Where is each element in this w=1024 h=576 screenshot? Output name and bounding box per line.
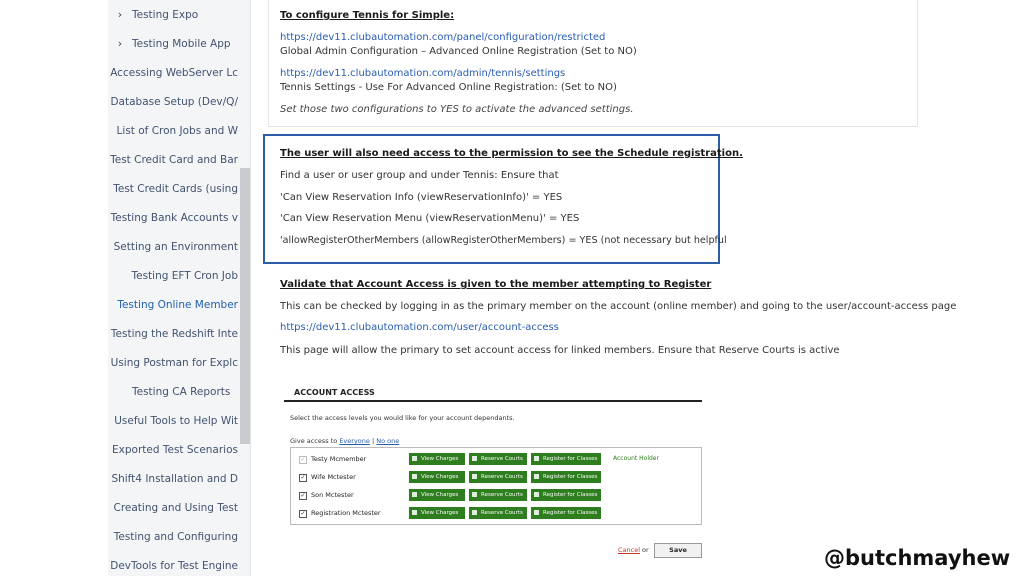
member-checkbox[interactable]: ✓ (300, 510, 306, 517)
sidebar-item[interactable]: Useful Tools to Help Wit (114, 414, 238, 427)
account-access-subtitle: Select the access levels you would like for your account dependants. (290, 414, 515, 422)
validate-heading: Validate that Account Access is given to the member attempting to Register (280, 279, 712, 290)
view-charges-toggle[interactable]: View Charges (409, 489, 465, 501)
sidebar-item[interactable]: Test Credit Cards (using (113, 182, 238, 195)
sidebar-item[interactable]: Testing CA Reports (132, 385, 231, 398)
chevron-right-icon[interactable]: › (117, 37, 123, 50)
reserve-courts-toggle[interactable]: Reserve Courts (469, 453, 527, 465)
view-charges-toggle[interactable]: View Charges (409, 507, 465, 519)
register-classes-toggle[interactable]: Register for Classes (531, 507, 601, 519)
or-text: or (642, 546, 649, 554)
reserve-courts-toggle[interactable]: Reserve Courts (469, 507, 527, 519)
sidebar-item[interactable]: Testing Bank Accounts v (110, 211, 238, 224)
account-access-link[interactable]: https://dev11.clubautomation.com/user/account-access (280, 322, 559, 333)
account-access-screenshot (284, 380, 704, 562)
view-charges-toggle[interactable]: View Charges (409, 471, 465, 483)
sidebar-item[interactable]: Accessing WebServer Lc (110, 66, 238, 79)
everyone-link[interactable]: Everyone (339, 437, 370, 445)
sidebar-item[interactable]: Exported Test Scenarios (112, 443, 238, 456)
sidebar-scrollbar[interactable] (240, 168, 250, 444)
permission-line: 'Can View Reservation Info (viewReservationInfo)' = YES (280, 192, 563, 203)
sidebar-nav (108, 0, 251, 576)
table-row (291, 505, 701, 523)
tennis-settings-text: Tennis Settings - Use For Advanced Online Registration: (Set to NO) (280, 82, 617, 93)
permission-line: 'allowRegisterOtherMembers (allowRegisterOtherMembers) = YES (not necessary but helpful (280, 235, 727, 246)
access-table (290, 447, 702, 525)
member-name: Registration Mctester (311, 509, 381, 517)
sidebar-item-testing-expo[interactable]: › Testing Expo (108, 0, 238, 29)
register-classes-toggle[interactable]: Register for Classes (531, 453, 601, 465)
configure-heading: To configure Tennis for Simple: (280, 10, 455, 21)
account-holder-label: Account Holder (613, 455, 659, 462)
cancel-link[interactable]: Cancel (618, 546, 641, 554)
validate-line: This can be checked by logging in as the primary member on the account (online member) and going to the user/account-access page (280, 301, 957, 312)
member-name: Son Mctester (311, 491, 354, 499)
sidebar-item[interactable]: Test Credit Card and Bar (110, 153, 238, 166)
restricted-config-link[interactable]: https://dev11.clubautomation.com/panel/configuration/restricted (280, 32, 606, 43)
watermark-handle: @butchmayhew (824, 546, 1011, 570)
sidebar-item[interactable]: Creating and Using Test (113, 501, 238, 514)
sidebar-item[interactable]: Shift4 Installation and D (111, 472, 238, 485)
member-name: Wife Mctester (311, 473, 356, 481)
chevron-right-icon[interactable]: › (117, 8, 123, 21)
sidebar-item[interactable]: Using Postman for Explc (110, 356, 238, 369)
divider (284, 400, 702, 402)
sidebar-item[interactable]: Testing and Configuring (113, 530, 238, 543)
table-row (291, 451, 701, 469)
member-checkbox[interactable]: ✓ (300, 474, 306, 481)
sidebar-item[interactable]: Setting an Environment (113, 240, 238, 253)
reserve-courts-toggle[interactable]: Reserve Courts (469, 471, 527, 483)
table-row (291, 487, 701, 505)
save-button[interactable]: Save (654, 543, 702, 558)
table-row (291, 469, 701, 487)
sidebar-item[interactable]: Testing EFT Cron Job (131, 269, 238, 282)
no-one-link[interactable]: No one (376, 437, 400, 445)
sidebar-item[interactable]: Database Setup (Dev/Q/ (110, 95, 238, 108)
configure-note: Set those two configurations to YES to activate the advanced settings. (280, 104, 634, 115)
validate-line: This page will allow the primary to set account access for linked members. Ensure that Reserve Courts is active (280, 345, 840, 356)
view-charges-toggle[interactable]: View Charges (409, 453, 465, 465)
sidebar-item[interactable]: Testing the Redshift Inte (110, 327, 238, 340)
member-checkbox[interactable]: ✓ (300, 456, 306, 463)
reserve-courts-toggle[interactable]: Reserve Courts (469, 489, 527, 501)
account-access-title: ACCOUNT ACCESS (294, 388, 375, 397)
sidebar-item-testing-mobile-app[interactable]: › Testing Mobile App (108, 29, 238, 58)
register-classes-toggle[interactable]: Register for Classes (531, 471, 601, 483)
tennis-settings-link[interactable]: https://dev11.clubautomation.com/admin/tennis/settings (280, 68, 566, 79)
permission-heading: The user will also need access to the permission to see the Schedule registration. (280, 148, 743, 159)
permission-line: Find a user or user group and under Tennis: Ensure that (280, 170, 559, 181)
give-access-line: Give access to Everyone | No one (290, 437, 400, 445)
register-classes-toggle[interactable]: Register for Classes (531, 489, 601, 501)
sidebar-item-active[interactable]: Testing Online Member (117, 298, 238, 311)
sidebar-item[interactable]: DevTools for Test Engine (110, 559, 238, 572)
sidebar-item[interactable]: List of Cron Jobs and W (116, 124, 238, 137)
member-name: Testy Mcmember (311, 455, 367, 463)
member-checkbox[interactable]: ✓ (300, 492, 306, 499)
global-admin-text: Global Admin Configuration – Advanced Online Registration (Set to NO) (280, 46, 637, 57)
permission-line: 'Can View Reservation Menu (viewReservationMenu)' = YES (280, 213, 580, 224)
